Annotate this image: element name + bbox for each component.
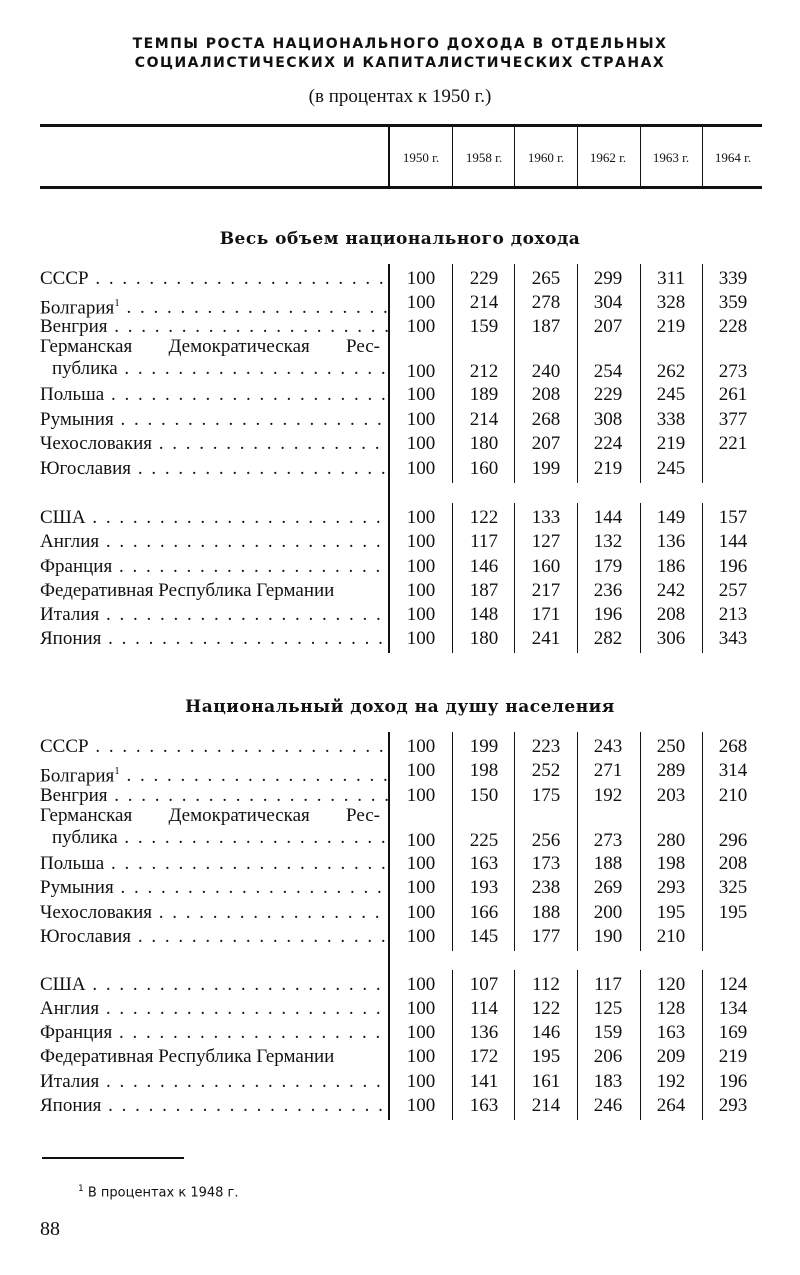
column-divider [452, 264, 453, 483]
section-heading: Национальный доход на душу населения [185, 697, 615, 717]
table-row [40, 336, 762, 384]
table-cell: 169 [718, 1022, 748, 1043]
country-label: Англия [40, 531, 100, 552]
table-cell: 214 [531, 1095, 561, 1116]
country-name [40, 579, 388, 603]
country-name [40, 432, 388, 456]
table-cell: 180 [469, 433, 499, 454]
country-label: Румыния [40, 877, 114, 898]
column-divider [640, 503, 641, 653]
country-label: Франция [40, 556, 113, 577]
country-label: Болгария [40, 765, 115, 787]
column-divider [388, 264, 390, 653]
country-name-line-2: публика . . . [40, 827, 388, 849]
country-label: Болгария [40, 297, 115, 319]
country-label: Польша [40, 853, 105, 874]
table-cell: 177 [531, 926, 561, 947]
column-divider [452, 127, 453, 186]
country-label: Франция [40, 1022, 113, 1043]
table-cell: 100 [406, 877, 436, 898]
table-cell: 180 [469, 628, 499, 649]
table-cell: 100 [406, 580, 436, 601]
table-cell: 100 [406, 736, 436, 757]
column-divider [640, 127, 641, 186]
table-cell: 100 [406, 998, 436, 1019]
table-cell: 127 [531, 531, 561, 552]
table-cell: 250 [656, 736, 686, 757]
country-name [40, 457, 388, 481]
table-cell: 128 [656, 998, 686, 1019]
table-cell: 304 [593, 292, 623, 313]
country-label: Чехословакия [40, 433, 152, 454]
column-divider [452, 970, 453, 1120]
table-cell: 268 [531, 409, 561, 430]
table-cell: 188 [593, 853, 623, 874]
table-cell: 175 [531, 785, 561, 806]
column-divider [577, 264, 578, 483]
table-row [40, 876, 762, 900]
country-label: США [40, 974, 86, 995]
table-cell: 166 [469, 902, 499, 923]
table-cell: 228 [718, 316, 748, 337]
column-divider [640, 970, 641, 1120]
table-cell: 100 [406, 433, 436, 454]
table-cell: 144 [718, 531, 748, 552]
table-cell: 252 [531, 760, 561, 781]
table-cell: 198 [469, 760, 499, 781]
table-cell: 293 [656, 877, 686, 898]
table-cell: 199 [469, 736, 499, 757]
column-divider [577, 127, 578, 186]
table-cell: 179 [593, 556, 623, 577]
table-cell: 289 [656, 760, 686, 781]
column-divider [702, 970, 703, 1120]
table-cell: 134 [718, 998, 748, 1019]
country-label: США [40, 507, 86, 528]
table-cell: 160 [469, 458, 499, 479]
table-cell: 100 [406, 384, 436, 405]
country-label: Япония [40, 1095, 102, 1116]
table-cell: 149 [656, 507, 686, 528]
table-cell: 256 [531, 830, 561, 851]
table-cell: 100 [406, 760, 436, 781]
table-cell: 210 [656, 926, 686, 947]
footnote-mark: 1 [78, 1184, 84, 1194]
table-cell: 377 [718, 409, 748, 430]
table-cell: 273 [718, 361, 748, 382]
table-cell: 160 [531, 556, 561, 577]
country-name [40, 735, 388, 759]
table-cell: 219 [718, 1046, 748, 1067]
table-cell: 229 [469, 268, 499, 289]
table-row [40, 1094, 762, 1118]
country-name-line-2: публика . . . [40, 358, 388, 380]
column-divider [388, 732, 390, 1120]
table-cell: 242 [656, 580, 686, 601]
table-row [40, 530, 762, 554]
table-cell: 359 [718, 292, 748, 313]
table-cell: 206 [593, 1046, 623, 1067]
table-cell: 100 [406, 785, 436, 806]
table-cell: 308 [593, 409, 623, 430]
column-divider [514, 503, 515, 653]
column-divider [640, 732, 641, 951]
table-cell: 171 [531, 604, 561, 625]
table-cell: 203 [656, 785, 686, 806]
country-name [40, 901, 388, 925]
table-cell: 125 [593, 998, 623, 1019]
table-cell: 163 [469, 853, 499, 874]
table-cell: 100 [406, 1071, 436, 1092]
table-cell: 282 [593, 628, 623, 649]
table-cell: 224 [593, 433, 623, 454]
table-cell: 296 [718, 830, 748, 851]
table-cell: 306 [656, 628, 686, 649]
table-cell: 163 [656, 1022, 686, 1043]
table-cell: 195 [656, 902, 686, 923]
table-cell: 100 [406, 974, 436, 995]
table-cell: 124 [718, 974, 748, 995]
table-cell: 209 [656, 1046, 686, 1067]
country-name [40, 555, 388, 579]
table-cell: 145 [469, 926, 499, 947]
table-row [40, 627, 762, 651]
table-subtitle: (в процентах к 1950 г.) [308, 86, 492, 107]
table-cell: 195 [531, 1046, 561, 1067]
table-cell: 117 [594, 974, 622, 995]
table-cell: 100 [406, 628, 436, 649]
table-cell: 144 [593, 507, 623, 528]
table-cell: 236 [593, 580, 623, 601]
table-cell: 100 [406, 409, 436, 430]
table-cell: 190 [593, 926, 623, 947]
table-cell: 293 [718, 1095, 748, 1116]
country-label: Югославия [40, 458, 132, 479]
column-divider [514, 732, 515, 951]
table-cell: 200 [593, 902, 623, 923]
table-cell: 172 [469, 1046, 499, 1067]
table-cell: 221 [718, 433, 748, 454]
column-header: 1964 г. [714, 150, 752, 165]
table-cell: 196 [593, 604, 623, 625]
table-cell: 100 [406, 1022, 436, 1043]
country-name [40, 408, 388, 432]
table-cell: 343 [718, 628, 748, 649]
table-cell: 214 [469, 409, 499, 430]
column-header: 1958 г. [465, 150, 503, 165]
country-label: Италия [40, 1071, 100, 1092]
country-name [40, 267, 388, 291]
table-cell: 278 [531, 292, 561, 313]
table-cell: 141 [469, 1071, 499, 1092]
column-header: 1963 г. [652, 150, 690, 165]
column-divider [452, 503, 453, 653]
table-row [40, 805, 762, 853]
table-cell: 223 [531, 736, 561, 757]
table-cell: 136 [656, 531, 686, 552]
table-cell: 133 [531, 507, 561, 528]
table-cell: 214 [469, 292, 499, 313]
country-label: Япония [40, 628, 102, 649]
country-label: Венгрия [40, 785, 108, 806]
country-name [40, 1021, 388, 1045]
table-row [40, 506, 762, 530]
table-row [40, 408, 762, 432]
column-divider [514, 264, 515, 483]
table-row [40, 383, 762, 407]
table-row [40, 603, 762, 627]
table-cell: 243 [593, 736, 623, 757]
table-cell: 100 [406, 292, 436, 313]
table-row [40, 432, 762, 456]
table-cell: 339 [718, 268, 748, 289]
table-row [40, 267, 762, 291]
table-cell: 207 [531, 433, 561, 454]
table-cell: 122 [469, 507, 499, 528]
country-label: Чехословакия [40, 902, 152, 923]
table-cell: 246 [593, 1095, 623, 1116]
table-cell: 328 [656, 292, 686, 313]
table-cell: 208 [531, 384, 561, 405]
table-cell: 269 [593, 877, 623, 898]
table-row [40, 1045, 762, 1069]
table-cell: 208 [718, 853, 748, 874]
table-cell: 117 [470, 531, 498, 552]
column-divider [577, 503, 578, 653]
table-row [40, 973, 762, 997]
table-cell: 187 [469, 580, 499, 601]
table-cell: 238 [531, 877, 561, 898]
table-cell: 100 [406, 1095, 436, 1116]
table-cell: 199 [531, 458, 561, 479]
table-cell: 314 [718, 760, 748, 781]
table-cell: 112 [532, 974, 560, 995]
table-cell: 245 [656, 384, 686, 405]
country-name [40, 876, 388, 900]
country-name [40, 973, 388, 997]
table-cell: 100 [406, 853, 436, 874]
table-cell: 163 [469, 1095, 499, 1116]
table-row [40, 997, 762, 1021]
country-label: Федеративная Республика Германии [40, 580, 335, 601]
table-cell: 161 [531, 1071, 561, 1092]
table-title-line-2: СОЦИАЛИСТИЧЕСКИХ И КАПИТАЛИСТИЧЕСКИХ СТРАНАХ [134, 55, 666, 71]
table-cell: 146 [531, 1022, 561, 1043]
table-cell: 219 [593, 458, 623, 479]
table-cell: 264 [656, 1095, 686, 1116]
table-row [40, 555, 762, 579]
country-label: Венгрия [40, 316, 108, 337]
table-cell: 196 [718, 556, 748, 577]
table-cell: 100 [406, 830, 436, 851]
table-cell: 219 [656, 316, 686, 337]
table-cell: 150 [469, 785, 499, 806]
country-name [40, 1045, 388, 1069]
table-row [40, 852, 762, 876]
table-row [40, 901, 762, 925]
table-cell: 136 [469, 1022, 499, 1043]
table-cell: 212 [469, 361, 499, 382]
table-cell: 100 [406, 531, 436, 552]
country-label: Румыния [40, 409, 114, 430]
country-name [40, 530, 388, 554]
country-name [40, 805, 388, 853]
column-divider [514, 127, 515, 186]
table-cell: 132 [593, 531, 623, 552]
table-cell: 207 [593, 316, 623, 337]
table-cell: 311 [657, 268, 685, 289]
table-cell: 338 [656, 409, 686, 430]
table-cell: 257 [718, 580, 748, 601]
table-cell: 100 [406, 507, 436, 528]
table-cell: 100 [406, 604, 436, 625]
table-cell: 100 [406, 458, 436, 479]
table-row [40, 1021, 762, 1045]
table-cell: 229 [593, 384, 623, 405]
footnote-ref: 1 [114, 297, 120, 309]
country-label: Италия [40, 604, 100, 625]
page-number: 88 [40, 1218, 60, 1240]
table-cell: 196 [718, 1071, 748, 1092]
table-row [40, 925, 762, 949]
table-cell: 254 [593, 361, 623, 382]
section-heading: Весь объем национального дохода [219, 229, 581, 249]
table-cell: 217 [531, 580, 561, 601]
column-divider [702, 732, 703, 951]
table-cell: 193 [469, 877, 499, 898]
column-divider [514, 970, 515, 1120]
country-name [40, 603, 388, 627]
country-name [40, 336, 388, 384]
country-label: Югославия [40, 926, 132, 947]
table-cell: 100 [406, 902, 436, 923]
column-header: 1950 г. [402, 150, 440, 165]
footnote-text: В процентах к 1948 г. [87, 1185, 239, 1201]
country-label: Польша [40, 384, 105, 405]
table-cell: 208 [656, 604, 686, 625]
table-cell: 273 [593, 830, 623, 851]
table-cell: 100 [406, 316, 436, 337]
table-cell: 262 [656, 361, 686, 382]
country-name [40, 627, 388, 651]
table-row [40, 579, 762, 603]
table-row [40, 735, 762, 759]
country-name [40, 1094, 388, 1118]
column-divider [702, 503, 703, 653]
table-cell: 210 [718, 785, 748, 806]
table-cell: 187 [531, 316, 561, 337]
table-cell: 280 [656, 830, 686, 851]
table-cell: 146 [469, 556, 499, 577]
table-cell: 192 [593, 785, 623, 806]
table-cell: 240 [531, 361, 561, 382]
column-divider [702, 127, 703, 186]
country-label: СССР [40, 268, 89, 289]
footnote [78, 1184, 239, 1200]
table-row [40, 291, 762, 319]
country-name [40, 383, 388, 407]
country-name [40, 506, 388, 530]
column-divider [702, 264, 703, 483]
table-cell: 100 [406, 1046, 436, 1067]
table-cell: 159 [593, 1022, 623, 1043]
table-cell: 183 [593, 1071, 623, 1092]
table-cell: 213 [718, 604, 748, 625]
country-name-line-1: Германская Демократическая Рес- [40, 336, 380, 357]
column-divider [388, 127, 390, 186]
table-cell: 241 [531, 628, 561, 649]
table-cell: 100 [406, 556, 436, 577]
table-cell: 268 [718, 736, 748, 757]
column-divider [577, 970, 578, 1120]
column-header: 1962 г. [589, 150, 627, 165]
footnote-ref: 1 [114, 765, 120, 777]
table-cell: 100 [406, 926, 436, 947]
table-cell: 114 [470, 998, 498, 1019]
table-cell: 173 [531, 853, 561, 874]
table-cell: 157 [718, 507, 748, 528]
footnote-rule [42, 1157, 184, 1159]
header-rule [40, 186, 762, 189]
table-cell: 148 [469, 604, 499, 625]
country-label: СССР [40, 736, 89, 757]
table-cell: 159 [469, 316, 499, 337]
table-cell: 195 [718, 902, 748, 923]
table-cell: 100 [406, 361, 436, 382]
column-divider [452, 732, 453, 951]
table-cell: 261 [718, 384, 748, 405]
country-name-line-1: Германская Демократическая Рес- [40, 805, 380, 826]
table-cell: 198 [656, 853, 686, 874]
table-cell: 120 [656, 974, 686, 995]
column-header: 1960 г. [527, 150, 565, 165]
country-label: Федеративная Республика Германии [40, 1046, 335, 1067]
country-label: Англия [40, 998, 100, 1019]
table-cell: 107 [469, 974, 499, 995]
table-cell: 265 [531, 268, 561, 289]
column-divider [577, 732, 578, 951]
country-name [40, 1070, 388, 1094]
table-cell: 225 [469, 830, 499, 851]
country-name [40, 997, 388, 1021]
table-row [40, 457, 762, 481]
column-divider [640, 264, 641, 483]
table-cell: 299 [593, 268, 623, 289]
table-cell: 100 [406, 268, 436, 289]
country-name [40, 852, 388, 876]
table-cell: 271 [593, 760, 623, 781]
table-cell: 219 [656, 433, 686, 454]
table-cell: 186 [656, 556, 686, 577]
table-row [40, 1070, 762, 1094]
table-cell: 189 [469, 384, 499, 405]
country-name [40, 925, 388, 949]
table-cell: 245 [656, 458, 686, 479]
table-cell: 122 [531, 998, 561, 1019]
table-row [40, 759, 762, 787]
table-title-line-1: ТЕМПЫ РОСТА НАЦИОНАЛЬНОГО ДОХОДА В ОТДЕЛЬНЫХ [132, 36, 668, 52]
table-cell: 188 [531, 902, 561, 923]
table-cell: 325 [718, 877, 748, 898]
top-rule [40, 124, 762, 127]
table-cell: 192 [656, 1071, 686, 1092]
